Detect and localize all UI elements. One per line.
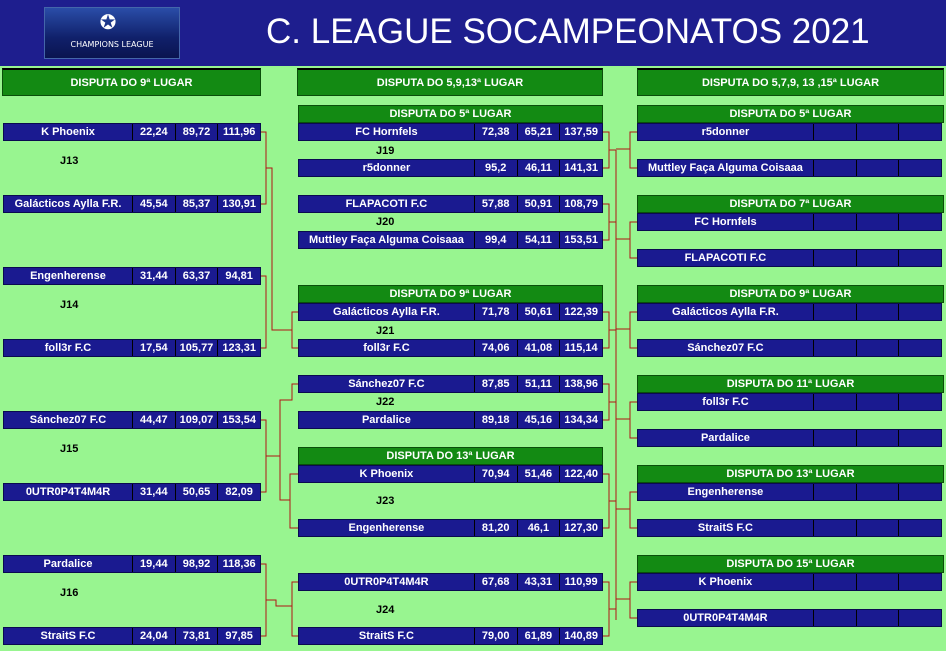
group-header: DISPUTA DO 13ª LUGAR [298, 447, 603, 465]
team-score: 57,88 [474, 196, 517, 212]
team-total-score: 115,14 [559, 340, 602, 356]
team-row [637, 609, 942, 627]
team-row [3, 267, 261, 285]
team-row [298, 573, 603, 591]
connector-line [261, 420, 266, 492]
group-header: DISPUTA DO 9ª LUGAR [637, 285, 944, 303]
match-label: J23 [376, 495, 395, 507]
team-score [856, 430, 899, 446]
team-total-score: 82,09 [217, 484, 260, 500]
team-score: 46,1 [517, 520, 560, 536]
team-row [637, 573, 942, 591]
team-name: foll3r F.C [44, 342, 92, 354]
team-name: FC Hornfels [355, 126, 418, 138]
match-label: J24 [376, 604, 395, 616]
logo-text: CHAMPIONS LEAGUE [70, 40, 154, 49]
team-name: Pardalice [361, 414, 411, 426]
team-total-score: 111,96 [217, 124, 260, 140]
connector-line [630, 239, 637, 258]
team-row [3, 627, 261, 645]
team-row [637, 303, 942, 321]
column-header-left: DISPUTA DO 9ª LUGAR [2, 68, 261, 96]
team-score: 51,46 [517, 466, 560, 482]
team-total-score: 108,79 [559, 196, 602, 212]
team-score: 31,44 [132, 268, 175, 284]
team-score: 19,44 [132, 556, 175, 572]
team-name: 0UTR0P4T4M4R [344, 576, 429, 588]
team-name: Sánchez07 F.C [348, 378, 425, 390]
team-score [856, 394, 899, 410]
team-name: StraitS F.C [358, 630, 414, 642]
team-row [3, 123, 261, 141]
connector-line [603, 312, 609, 348]
team-score: 65,21 [517, 124, 560, 140]
team-total-score: 94,81 [217, 268, 260, 284]
team-score [813, 304, 856, 320]
team-row [637, 123, 942, 141]
connector-line [603, 474, 609, 528]
team-total-score: 137,59 [559, 124, 602, 140]
connector-line [261, 564, 266, 636]
team-total-score: 122,39 [559, 304, 602, 320]
team-score [813, 124, 856, 140]
connector-line [616, 402, 637, 419]
group-header: DISPUTA DO 11ª LUGAR [637, 375, 944, 393]
team-score: 50,61 [517, 304, 560, 320]
team-total-score [898, 430, 941, 446]
team-total-score: 118,36 [217, 556, 260, 572]
team-name: r5donner [701, 126, 750, 138]
team-score [856, 610, 899, 626]
group-header: DISPUTA DO 5ª LUGAR [637, 105, 944, 123]
connector-line [290, 500, 298, 528]
team-total-score [898, 214, 941, 230]
team-score: 43,31 [517, 574, 560, 590]
connector-line [616, 132, 637, 149]
team-name: Sánchez07 F.C [687, 342, 764, 354]
team-score [813, 610, 856, 626]
team-name: foll3r F.C [702, 396, 749, 408]
match-label: J22 [376, 396, 395, 408]
team-score [813, 520, 856, 536]
team-row [298, 303, 603, 321]
team-name: StraitS F.C [40, 630, 96, 642]
team-score: 70,94 [474, 466, 517, 482]
team-score: 99,4 [474, 232, 517, 248]
team-score [856, 484, 899, 500]
team-score [856, 124, 899, 140]
team-score [813, 250, 856, 266]
team-score: 74,06 [474, 340, 517, 356]
column-header-right: DISPUTA DO 5,7,9, 13 ,15ª LUGAR [637, 68, 944, 96]
team-name: Muttley Faça Alguma Coisaaa [647, 162, 803, 174]
connector-line [266, 582, 298, 606]
team-total-score: 110,99 [559, 574, 602, 590]
team-row [637, 393, 942, 411]
team-row [3, 555, 261, 573]
connector-line [603, 582, 609, 636]
connector-line [630, 599, 637, 618]
team-row [298, 231, 603, 249]
team-row [3, 411, 261, 429]
team-score [813, 484, 856, 500]
team-score: 109,07 [175, 412, 218, 428]
team-score: 67,68 [474, 574, 517, 590]
connector-line [616, 582, 637, 599]
team-score: 72,38 [474, 124, 517, 140]
team-score: 81,20 [474, 520, 517, 536]
team-total-score: 134,34 [559, 412, 602, 428]
team-score: 79,00 [474, 628, 517, 644]
connector-line [261, 276, 266, 348]
team-score: 51,11 [517, 376, 560, 392]
team-row [637, 519, 942, 537]
team-score [813, 430, 856, 446]
team-score: 17,54 [132, 340, 175, 356]
team-score: 44,47 [132, 412, 175, 428]
team-total-score [898, 340, 941, 356]
match-label: J19 [376, 145, 395, 157]
team-score [856, 340, 899, 356]
team-total-score: 141,31 [559, 160, 602, 176]
team-score: 105,77 [175, 340, 218, 356]
connector-line [616, 222, 637, 239]
team-score: 41,08 [517, 340, 560, 356]
connector-line [630, 419, 637, 438]
team-row [3, 195, 261, 213]
team-name: Sánchez07 F.C [29, 414, 107, 426]
team-score: 61,89 [517, 628, 560, 644]
team-row [637, 159, 942, 177]
team-row [3, 339, 261, 357]
team-name: K Phoenix [359, 468, 414, 480]
group-header: DISPUTA DO 15ª LUGAR [637, 555, 944, 573]
team-score: 63,37 [175, 268, 218, 284]
team-score: 50,65 [175, 484, 218, 500]
team-score [856, 574, 899, 590]
team-score: 45,54 [132, 196, 175, 212]
connector-line [616, 312, 637, 329]
column-header-middle: DISPUTA DO 5,9,13ª LUGAR [297, 68, 603, 96]
team-row [298, 123, 603, 141]
team-name: Muttley Faça Alguma Coisaaa [308, 234, 464, 246]
connector-line [603, 384, 609, 420]
team-name: Engenherense [687, 486, 764, 498]
team-row [298, 411, 603, 429]
group-header: DISPUTA DO 13ª LUGAR [637, 465, 944, 483]
team-total-score [898, 124, 941, 140]
team-total-score [898, 574, 941, 590]
connector-line [280, 456, 298, 500]
team-total-score [898, 250, 941, 266]
team-total-score: 97,85 [217, 628, 260, 644]
team-row [637, 339, 942, 357]
team-row [298, 339, 603, 357]
team-row [637, 429, 942, 447]
team-row [298, 375, 603, 393]
match-label: J14 [60, 299, 79, 311]
team-row [637, 213, 942, 231]
team-row [298, 159, 603, 177]
team-total-score: 127,30 [559, 520, 602, 536]
team-row [298, 465, 603, 483]
team-total-score [898, 160, 941, 176]
team-score: 24,04 [132, 628, 175, 644]
team-score: 89,72 [175, 124, 218, 140]
team-total-score [898, 484, 941, 500]
team-score: 98,92 [175, 556, 218, 572]
team-score: 71,78 [474, 304, 517, 320]
team-score: 87,85 [474, 376, 517, 392]
team-total-score: 140,89 [559, 628, 602, 644]
match-label: J21 [376, 325, 395, 337]
team-total-score: 153,54 [217, 412, 260, 428]
team-name: 0UTR0P4T4M4R [683, 612, 768, 624]
team-name: 0UTR0P4T4M4R [25, 486, 111, 498]
team-score [856, 160, 899, 176]
team-score [856, 214, 899, 230]
team-name: StraitS F.C [697, 522, 753, 534]
match-label: J13 [60, 155, 79, 167]
team-name: FLAPACOTI F.C [345, 198, 428, 210]
team-row [3, 483, 261, 501]
team-name: foll3r F.C [363, 342, 410, 354]
match-label: J16 [60, 587, 79, 599]
team-score: 54,11 [517, 232, 560, 248]
team-name: Galácticos Aylla F.R. [14, 198, 122, 210]
team-name: Pardalice [700, 432, 750, 444]
team-score: 50,91 [517, 196, 560, 212]
team-name: Galácticos Aylla F.R. [333, 306, 440, 318]
team-score [856, 304, 899, 320]
team-score [813, 574, 856, 590]
team-total-score [898, 520, 941, 536]
connector-line [603, 204, 609, 240]
match-label: J15 [60, 443, 79, 455]
team-name: r5donner [362, 162, 411, 174]
team-score: 73,81 [175, 628, 218, 644]
team-row [637, 483, 942, 501]
team-total-score [898, 394, 941, 410]
match-label: J20 [376, 216, 395, 228]
team-score [813, 394, 856, 410]
team-total-score: 153,51 [559, 232, 602, 248]
group-header: DISPUTA DO 7ª LUGAR [637, 195, 944, 213]
team-total-score: 123,31 [217, 340, 260, 356]
team-score: 46,11 [517, 160, 560, 176]
team-total-score: 122,40 [559, 466, 602, 482]
starball-icon: ✪ [99, 12, 117, 34]
team-row [637, 249, 942, 267]
connector-line [630, 149, 637, 168]
team-total-score [898, 304, 941, 320]
connector-line [616, 492, 637, 509]
team-score: 85,37 [175, 196, 218, 212]
team-row [298, 195, 603, 213]
team-score: 95,2 [474, 160, 517, 176]
team-score [856, 520, 899, 536]
team-score [813, 340, 856, 356]
connector-line [261, 132, 266, 204]
team-name: Engenherense [30, 270, 106, 282]
team-score: 45,16 [517, 412, 560, 428]
team-total-score: 138,96 [559, 376, 602, 392]
team-score [813, 214, 856, 230]
team-row [298, 627, 603, 645]
connector-line [630, 509, 637, 528]
connector-line [630, 329, 637, 348]
connector-line [266, 384, 298, 456]
team-name: FC Hornfels [694, 216, 757, 228]
team-name: K Phoenix [41, 126, 95, 138]
team-score [856, 250, 899, 266]
team-score: 31,44 [132, 484, 175, 500]
team-score: 89,18 [474, 412, 517, 428]
group-header: DISPUTA DO 5ª LUGAR [298, 105, 603, 123]
team-name: FLAPACOTI F.C [684, 252, 767, 264]
team-total-score: 130,91 [217, 196, 260, 212]
team-name: K Phoenix [698, 576, 753, 588]
connector-line [603, 132, 609, 168]
team-score: 22,24 [132, 124, 175, 140]
page-title: C. LEAGUE SOCAMPEONATOS 2021 [266, 12, 870, 51]
team-total-score [898, 610, 941, 626]
group-header: DISPUTA DO 9ª LUGAR [298, 285, 603, 303]
team-name: Engenherense [348, 522, 425, 534]
connector-line [266, 168, 298, 330]
team-name: Pardalice [43, 558, 93, 570]
team-name: Galácticos Aylla F.R. [672, 306, 779, 318]
team-score [813, 160, 856, 176]
team-row [298, 519, 603, 537]
